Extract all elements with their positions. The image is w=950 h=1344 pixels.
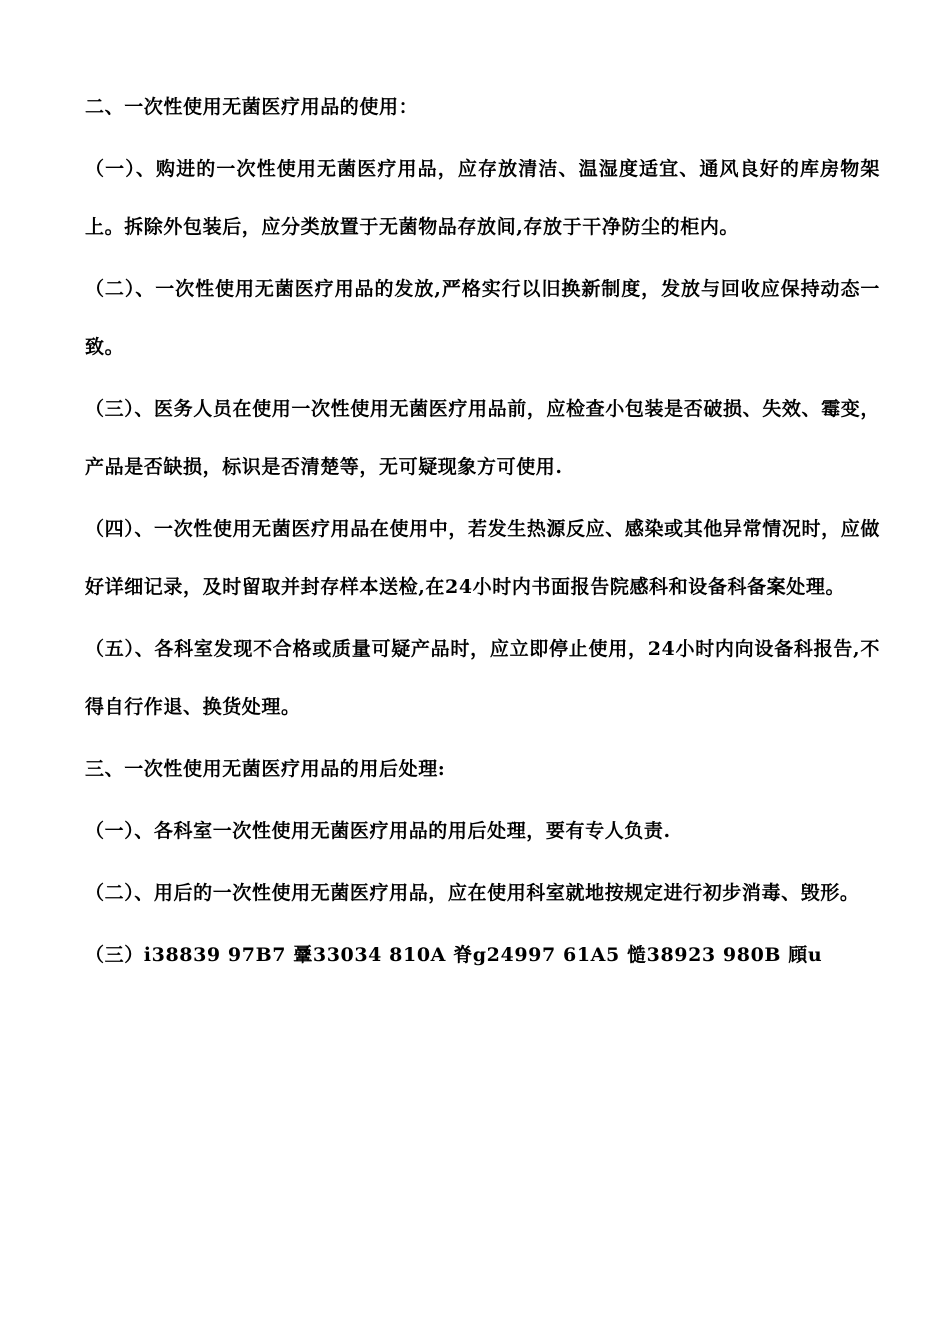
- paragraph-distribution: （二）、一次性使用无菌医疗用品的发放,严格实行以旧换新制度，发放与回收应保持动态一致。: [85, 278, 880, 358]
- section-heading-usage: 二、一次性使用无菌医疗用品的使用：: [85, 96, 419, 118]
- paragraph-disinfection: （二）、用后的一次性使用无菌医疗用品，应在使用科室就地按规定进行初步消毒、毁形。: [85, 882, 860, 904]
- paragraph-inspection: （三）、医务人员在使用一次性使用无菌医疗用品前，应检查小包装是否破损、失效、霉变，产品是否缺损，标识是否清楚等，无可疑现象方可使用.: [85, 398, 880, 478]
- section-heading-disposal: 三、一次性使用无菌医疗用品的用后处理:: [85, 758, 446, 780]
- paragraph-adverse-reaction: （四）、一次性使用无菌医疗用品在使用中，若发生热源反应、感染或其他异常情况时，应做好详细记录，及时留取并封存样本送检,在24小时内书面报告院感科和设备科备案处理。: [85, 518, 880, 598]
- paragraph-storage: （一）、购进的一次性使用无菌医疗用品，应存放清洁、温湿度适宜、通风良好的库房物架上。拆除外包装后，应分类放置于无菌物品存放间,存放于干净防尘的柜内。: [85, 158, 880, 238]
- paragraph-responsibility: （一）、各科室一次性使用无菌医疗用品的用后处理，要有专人负责.: [85, 820, 671, 842]
- paragraph-garbled: （三）i38839 97B7 鞷33034 810A 脊g24997 61A5 慥38923 980B 頋u: [85, 944, 823, 966]
- document-body: [85, 78, 880, 988]
- paragraph-nonconforming: （五）、各科室发现不合格或质量可疑产品时，应立即停止使用，24小时内向设备科报告,不得自行作退、换货处理。: [85, 638, 880, 718]
